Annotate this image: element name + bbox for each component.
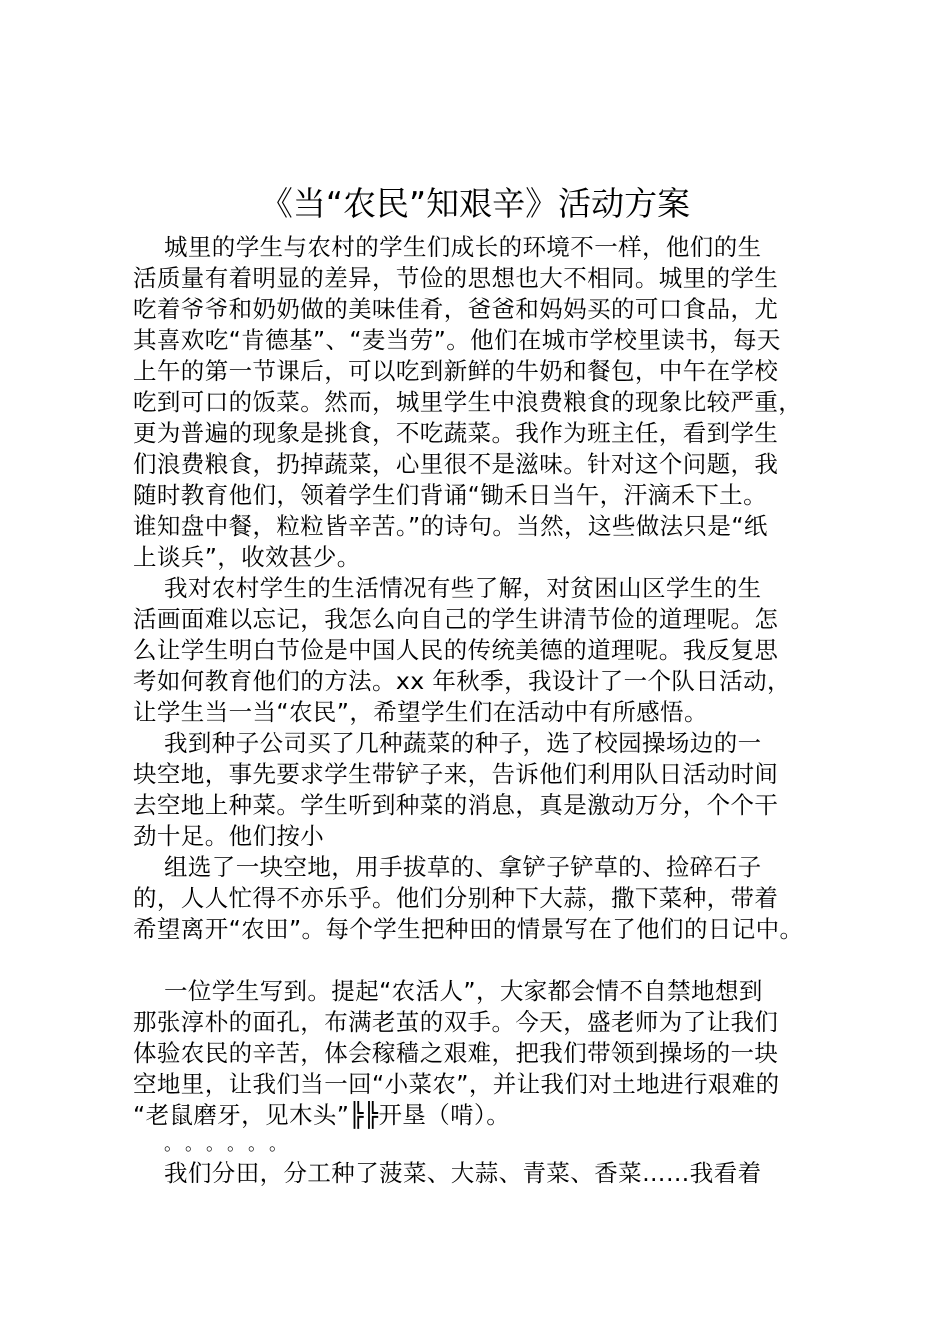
paragraph-line: 随时教育他们，领着学生们背诵“锄禾日当午，汗滴禾下土。 [133, 481, 767, 509]
paragraph-line: 谁知盘中餐，粒粒皆辛苦。”的诗句。当然，这些做法只是“纸 [133, 512, 768, 540]
paragraph-line: 我对农村学生的生活情况有些了解，对贫困山区学生的生 [164, 574, 762, 602]
paragraph-line: 上谈兵”，收效甚少。 [133, 543, 361, 571]
paragraph-line: 么让学生明白节俭是中国人民的传统美德的道理呢。我反复思 [133, 636, 779, 664]
paragraph-line: 劲十足。他们按小 [133, 822, 325, 850]
paragraph-line: 的，人人忙得不亦乐乎。他们分别种下大蒜，撒下菜种，带着 [133, 884, 779, 912]
document-title: 《当“农民”知艰辛》活动方案 [259, 184, 691, 223]
paragraph-line: 组选了一块空地，用手拔草的、拿铲子铲草的、捡碎石子 [164, 853, 762, 881]
paragraph-line: 城里的学生与农村的学生们成长的环境不一样，他们的生 [164, 233, 762, 261]
paragraph-line: 活画面难以忘记，我怎么向自己的学生讲清节俭的道理呢。怎 [133, 605, 779, 633]
blank-line [133, 945, 853, 976]
paragraph-line: 希望离开“农田”。每个学生把种田的情景写在了他们的日记中。 [133, 915, 804, 943]
paragraph-line: 一位学生写到。提起“农活人”，大家都会情不自禁地想到 [164, 977, 763, 1005]
paragraph-line: 其喜欢吃“肯德基”、“麦当劳”。他们在城市学校里读书，每天 [133, 326, 781, 354]
paragraph-line: 更为普遍的现象是挑食，不吃蔬菜。我作为班主任，看到学生 [133, 419, 779, 447]
paragraph-line: 活质量有着明显的差异，节俭的思想也大不相同。城里的学生 [133, 264, 779, 292]
paragraph-line: “老鼠磨牙，见木头”╠╠开垦（啃）。 [133, 1101, 511, 1129]
paragraph-line: 考如何教育他们的方法。xx 年秋季，我设计了一个队日活动， [133, 667, 791, 695]
paragraph-line: 那张淳朴的面孔，布满老茧的双手。今天，盛老师为了让我们 [133, 1008, 779, 1036]
paragraph-line: 吃着爷爷和奶奶做的美味佳肴，爸爸和妈妈买的可口食品，尤 [133, 295, 779, 323]
paragraph-line: 去空地上种菜。学生听到种菜的消息，真是激动万分，个个干 [133, 791, 779, 819]
paragraph-line: 块空地，事先要求学生带铲子来，告诉他们利用队日活动时间 [133, 760, 779, 788]
ellipsis-line: 。。。。。。 [164, 1134, 299, 1155]
paragraph-line: 空地里，让我们当一回“小菜农”，并让我们对土地进行艰难的 [133, 1070, 780, 1098]
paragraph-line: 们浪费粮食，扔掉蔬菜，心里很不是滋味。针对这个问题，我 [133, 450, 779, 478]
paragraph-line: 吃到可口的饭菜。然而，城里学生中浪费粮食的现象比较严重， [133, 388, 803, 416]
paragraph-line: 体验农民的辛苦，体会稼穑之艰难，把我们带领到操场的一块 [133, 1039, 779, 1067]
document-body [133, 232, 853, 1189]
paragraph-line: 我到种子公司买了几种蔬菜的种子，选了校园操场边的一 [164, 729, 762, 757]
paragraph-line: 我们分田，分工种了菠菜、大蒜、青菜、香菜……我看着 [164, 1159, 762, 1187]
paragraph-line: 上午的第一节课后，可以吃到新鲜的牛奶和餐包，中午在学校 [133, 357, 779, 385]
paragraph-line: 让学生当一当“农民”，希望学生们在活动中有所感悟。 [133, 698, 708, 726]
